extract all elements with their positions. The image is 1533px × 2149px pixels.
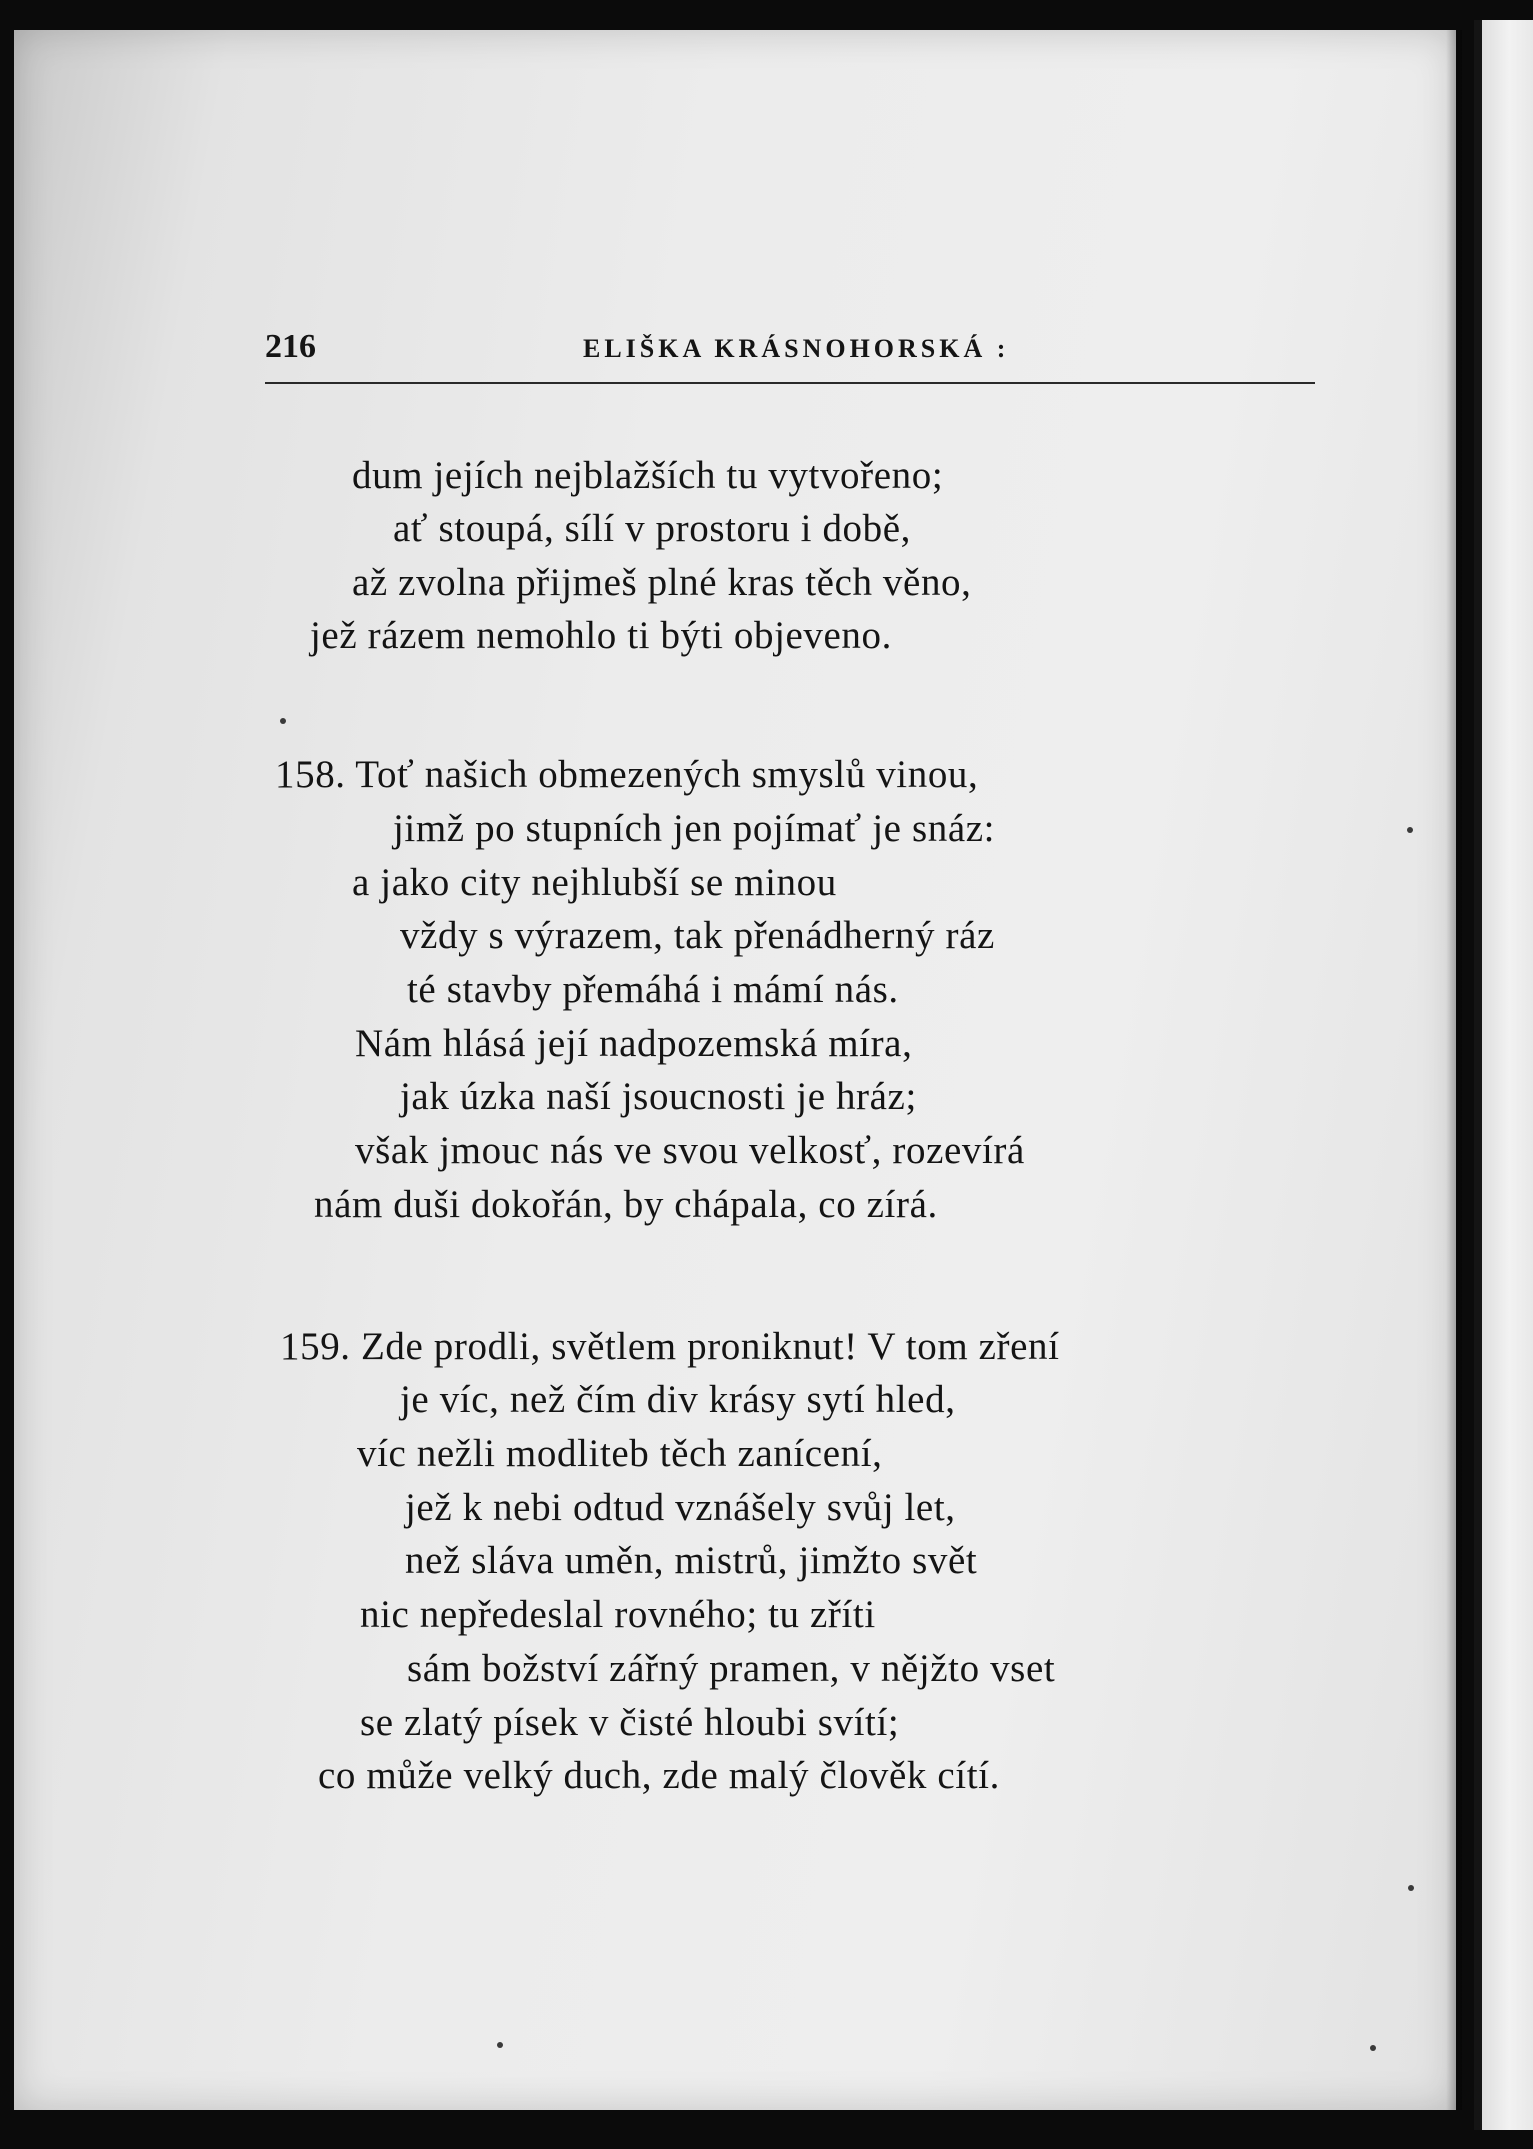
poem-line: ať stoupá, sílí v prostoru i době, bbox=[393, 507, 912, 550]
poem-line: jak úzka naší jsoucnosti je hráz; bbox=[400, 1075, 917, 1118]
poem-line: však jmouc nás ve svou velkosť, rozevírá bbox=[355, 1129, 1025, 1172]
paper-speck bbox=[497, 2042, 503, 2048]
poem-line: jimž po stupních jen pojímať je snáz: bbox=[393, 807, 996, 850]
poem-line: vždy s výrazem, tak přenádherný ráz bbox=[400, 914, 995, 957]
paper-speck bbox=[1407, 827, 1413, 833]
stanza-158-line: 158. Toť našich obmezených smyslů vinou, bbox=[275, 753, 979, 796]
poem-line: sám božství zářný pramen, v nějžto vset bbox=[407, 1647, 1056, 1690]
poem-line: se zlatý písek v čisté hloubi svítí; bbox=[360, 1701, 900, 1744]
poem-line: jež rázem nemohlo ti býti objeveno. bbox=[310, 614, 892, 657]
poem-line: Nám hlásá její nadpozemská míra, bbox=[355, 1022, 913, 1065]
page-number: 216 bbox=[265, 328, 316, 365]
paper-speck bbox=[280, 718, 286, 724]
poem-line: nic nepředeslal rovného; tu zříti bbox=[360, 1593, 876, 1636]
stanza-159-line: 159. Zde prodli, světlem proniknut! V tom zření bbox=[280, 1325, 1060, 1368]
running-head: ELIŠKA KRÁSNOHORSKÁ : bbox=[583, 334, 1010, 363]
poem-line: dum jejích nejblažších tu vytvořeno; bbox=[352, 454, 944, 497]
poem-line: té stavby přemáhá i mámí nás. bbox=[407, 968, 899, 1011]
paper-speck bbox=[1370, 2045, 1376, 2051]
poem-line: víc nežli modliteb těch zanícení, bbox=[357, 1432, 883, 1475]
poem-line: a jako city nejhlubší se minou bbox=[352, 861, 837, 904]
poem-line: až zvolna přijmeš plné kras těch věno, bbox=[352, 561, 972, 604]
poem-line: jež k nebi odtud vznášely svůj let, bbox=[405, 1486, 956, 1529]
poem-line: je víc, než čím div krásy sytí hled, bbox=[400, 1378, 956, 1421]
poem-line: nám duši dokořán, by chápala, co zírá. bbox=[314, 1183, 938, 1226]
paper-speck bbox=[1408, 1885, 1414, 1891]
poem-line: co může velký duch, zde malý člověk cítí. bbox=[318, 1754, 1000, 1797]
poem-line: než sláva uměn, mistrů, jimžto svět bbox=[405, 1539, 978, 1582]
